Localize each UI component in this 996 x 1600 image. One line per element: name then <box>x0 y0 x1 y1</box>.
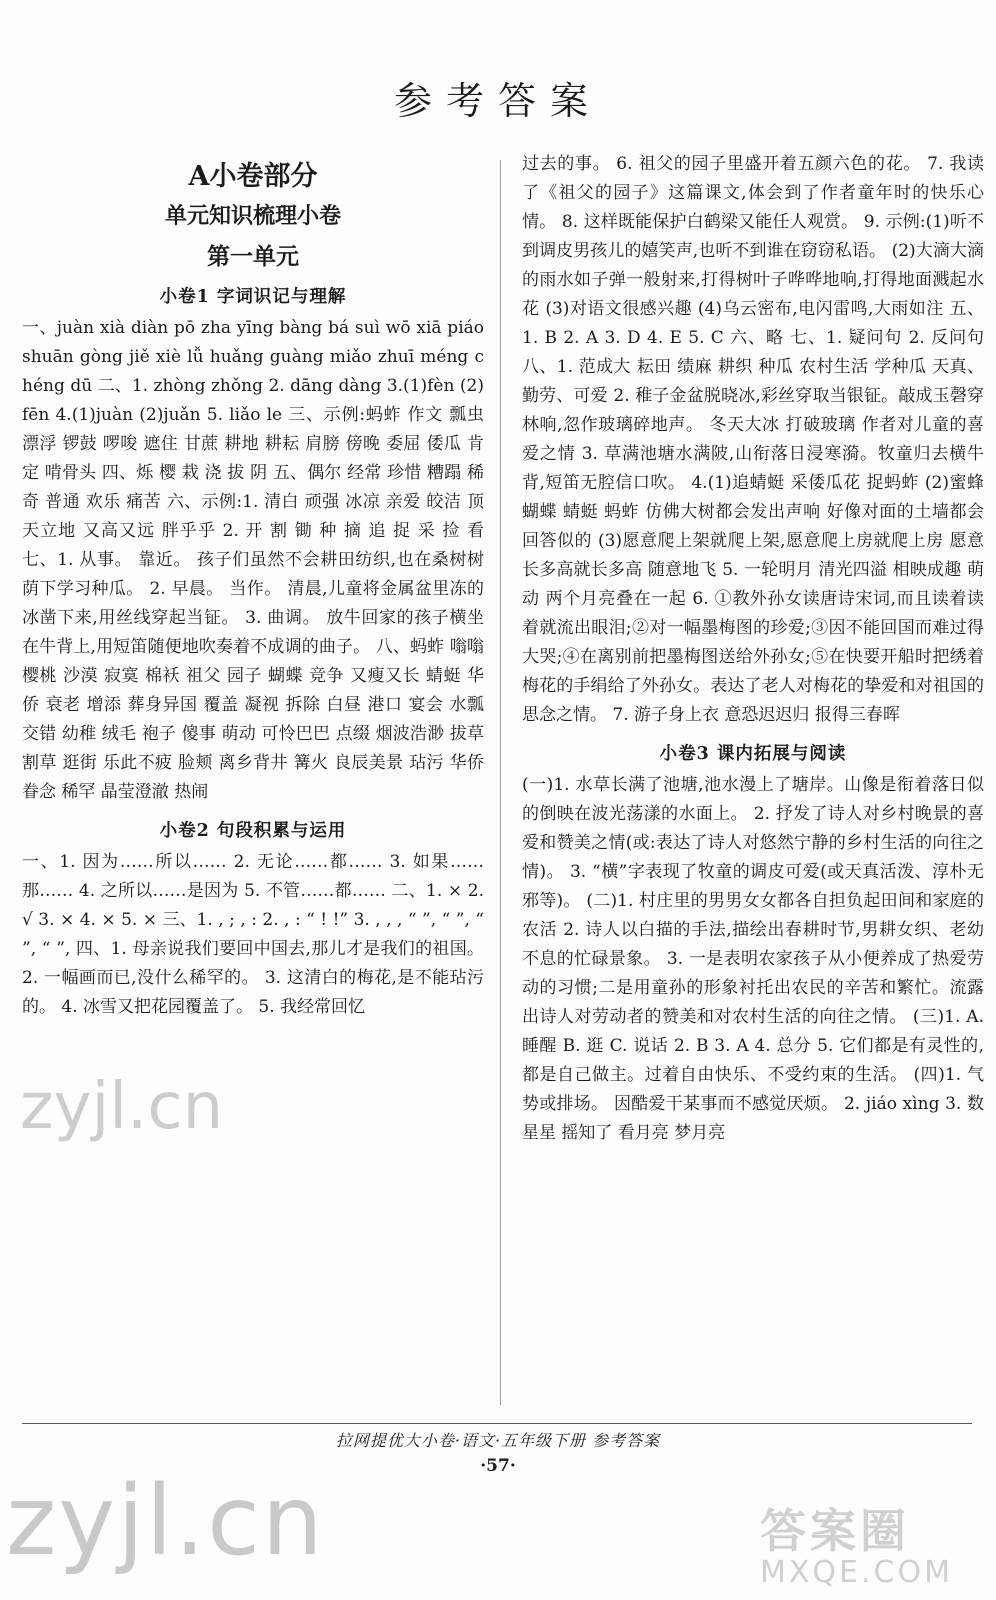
column-divider <box>500 160 501 1405</box>
quiz2-answers: 一、1. 因为……所以…… 2. 无论……都…… 3. 如果……那…… 4. 之所以……是因为 5. 不管……都…… 二、1. × 2. √ 3. × 4. × 5. × 三、1. , ; , : 2. , : “ ! !” 3. , , , “ ”, “ ”, “ ”, “ ”, 四、1. 母亲说我们要回中国去,那儿才是我们的祖国。 2. 一幅画而已,没什么稀罕的。 3. 这清白的梅花,是不能玷污的。 4. 冰雪又把花园覆盖了。 5. 我经常回忆 <box>22 852 484 1017</box>
watermark-logo-top: 答案圈 <box>760 1504 910 1558</box>
quiz1-answers: 一、juàn xià diàn pō zha yīng bàng bá suì wō xiā piáo shuān gòng jiě xiè lǚ huǎng guàng miǎo zhuī méng chéng dū 二、1. zhòng zhǒng 2. dāng dàng 3.(1)fèn (2)fēn 4.(1)juàn (2)juǎn 5. liǎo le 三、示例:蚂蚱 作文 瓢虫 漂浮 锣鼓 啰唆 遮住 甘蔗 耕地 耕耘 肩膀 傍晚 委屈 倭瓜 肯定 啃骨头 四、烁 樱 栽 浇 拔 阴 五、偶尔 经常 珍惜 糟蹋 稀奇 普通 欢乐 痛苦 六、示例:1. 清白 顽强 冰凉 亲爱 皎洁 顶天立地 又高又远 胖乎乎 2. 开 割 锄 种 摘 追 捉 采 捡 看 七、1. 从事。 靠近。 孩子们虽然不会耕田纺织,也在桑树树荫下学习种瓜。 2. 早晨。 当作。 清晨,儿童将金属盆里冻的冰凿下来,用丝线穿起当钲。 3. 曲调。 放牛回家的孩子横坐在牛背上,用短笛随便地吹奏着不成调的曲子。 八、蚂蚱 嗡嗡 樱桃 沙漠 寂寞 棉袄 祖父 园子 蝴蝶 竞争 又瘦又长 蜻蜓 华侨 衰老 增添 葬身异国 覆盖 凝视 拆除 白昼 港口 宴会 水瓢 交错 幼稚 绒毛 袍子 傻事 萌动 可怜巴巴 点缀 烟波浩渺 拔草 割草 逛街 乐此不疲 脸颊 离乡背井 篝火 良辰美景 玷污 华侨 眷念 稀罕 晶莹澄澈 热闹 <box>22 318 484 802</box>
page-number: ·57· <box>480 1456 516 1476</box>
right-column <box>522 150 984 1148</box>
footer-text: 拉网提优大小卷·语文·五年级下册 参考答案 <box>335 1431 661 1450</box>
quiz3-answers: (一)1. 水草长满了池塘,池水漫上了塘岸。山像是衔着落日似的倒映在波光荡漾的水面上。 2. 抒发了诗人对乡村晚景的喜爱和赞美之情(或:表达了诗人对悠然宁静的乡村生活的向往之情)。 3. “横”字表现了牧童的调皮可爱(或天真活泼、淳朴无邪等)。 (二)1. 村庄里的男男女女都各自担负起田间和家庭的农活 2. 诗人以白描的手法,描绘出春耕时节,男耕女织、老幼不息的忙碌景象。 3. 一是表明农家孩子从小便养成了热爱劳动的习惯;二是用童孙的形象衬托出农民的辛苦和繁忙。流露出诗人对劳动者的赞美和对农村生活的向往之情。 (三)1. A. 睡醒 B. 逛 C. 说话 2. B 3. A 4. 总分 5. 它们都是有灵性的,都是自己做主。过着自由快乐、不受约束的生活。 (四)1. 气势或排场。 因酷爱干某事而不感觉厌烦。 2. jiáo xìng 3. 数星星 摇知了 看月亮 梦月亮 <box>522 775 984 1143</box>
part-heading: A小卷部分 <box>188 161 318 192</box>
quiz1-heading: 小卷1 字词识记与理解 <box>159 287 347 307</box>
quiz2-answers-continued: 过去的事。 6. 祖父的园子里盛开着五颜六色的花。 7. 我读了《祖父的园子》这篇课文,体会到了作者童年时的快乐心情。 8. 这样既能保护白鹤梁又能任人观赏。 9. 示例:(1)听不到调皮男孩儿的嬉笑声,也听不到谁在窃窃私语。 (2)大滴大滴的雨水如子弹一般射来,打得树叶子哗哗地响,打得地面溅起水花 (3)对语文很感兴趣 (4)乌云密布,电闪雷鸣,大雨如注 五、1. B 2. A 3. D 4. E 5. C 六、略 七、1. 疑问句 2. 反问句 八、1. 范成大 耘田 绩麻 耕织 种瓜 农村生活 学种瓜 天真、勤劳、可爱 2. 稚子金盆脱晓冰,彩丝穿取当银钲。敲成玉磬穿林响,忽作玻璃碎地声。 冬天大冰 打破玻璃 作者对儿童的喜爱之情 3. 草满池塘水满陂,山衔落日浸寒漪。牧童归去横牛背,短笛无腔信口吹。 4.(1)追蜻蜓 采倭瓜花 捉蚂蚱 (2)蜜蜂 蝴蝶 蜻蜓 蚂蚱 仿佛大树都会发出声响 好像对面的土墙都会回答似的 (3)愿意爬上架就爬上架,愿意爬上房就爬上房 愿意长多高就长多高 随意地飞 5. 一轮明月 清光四溢 相映成趣 萌动 两个月亮叠在一起 6. ①教外孙女读唐诗宋词,而且读着读着就流出眼泪;②对一幅墨梅图的珍爱;③因不能回国而难过得大哭;④在离别前把墨梅图送给外孙女;⑤在快要开船时把绣着梅花的手绢给了外孙女。表达了老人对梅花的挚爱和对祖国的思念之情。 7. 游子身上衣 意恐迟迟归 报得三春晖 <box>522 154 984 725</box>
page-title: 参考答案 <box>393 79 602 123</box>
watermark-big: zyjl.cn <box>6 1465 325 1577</box>
quiz3-heading: 小卷3 课内拓展与阅读 <box>659 744 847 764</box>
quiz2-heading: 小卷2 句段积累与运用 <box>159 821 347 841</box>
section-heading: 单元知识梳理小卷 <box>164 203 341 229</box>
watermark-mid: zyjl.cn <box>20 1070 224 1144</box>
left-column <box>22 150 484 1022</box>
watermark-logo <box>760 1495 980 1595</box>
footer-rule <box>22 1423 972 1424</box>
watermark-logo-bottom: MXQE.COM <box>760 1555 953 1590</box>
unit-heading: 第一单元 <box>207 243 299 270</box>
